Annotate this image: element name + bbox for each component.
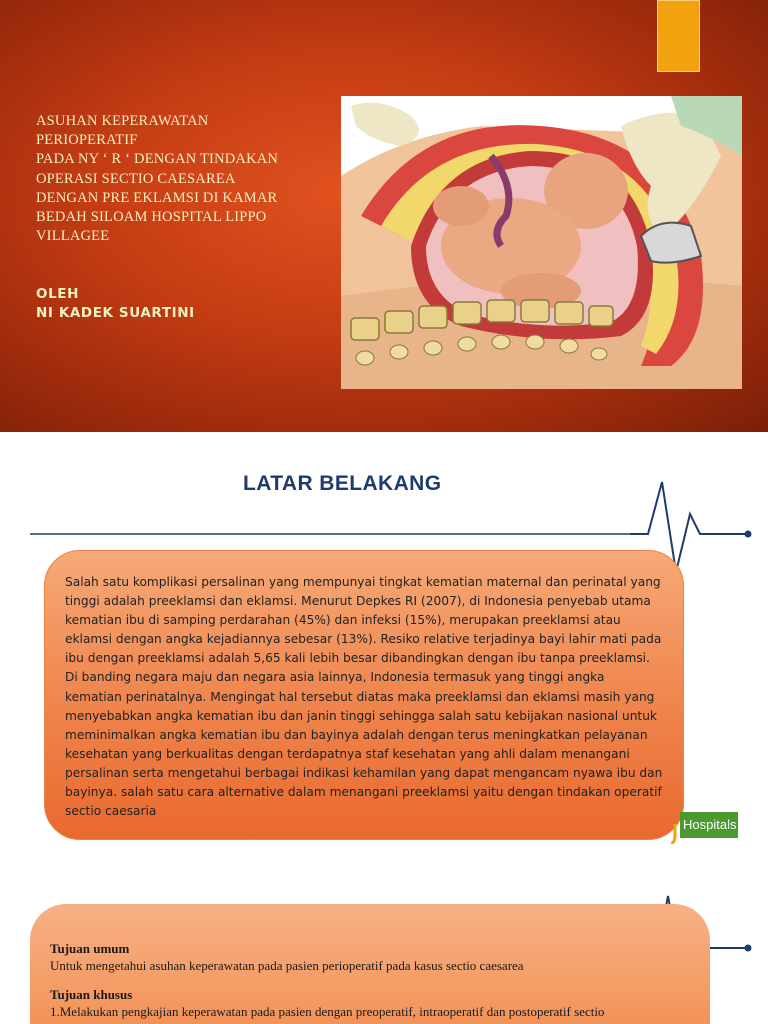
objectives-slide (0, 882, 768, 1024)
presentation-title: ASUHAN KEPERAWATAN PERIOPERATIF PADA NY ‘ R ‘ DENGAN TINDAKAN OPERASI SECTIO CAESAREA DENGAN PRE EKLAMSI DI KAMAR BEDAH SILOAM HOSPITAL LIPPO VILLAGEE (36, 113, 279, 245)
cesarean-illustration-graphic (341, 96, 742, 389)
objectives-box (30, 904, 710, 1024)
background-slide (0, 432, 768, 882)
background-paragraph: Salah satu komplikasi persalinan yang mempunyai tingkat kematian maternal dan perinatal yang tinggi adalah preeklamsi dan eklamsi. Menurut Depkes RI (2007), di Indonesia penyebab utama kematian ibu di samping perdarahan (45%) dan infeksi (15%), merupakan preeklamsi atau eklamsi dengan angka kejadiannya sebesar (13%). Resiko relative terjadinya bayi lahir mati pada ibu dengan preeklamsi adalah 5,65 kali lebih besar dibandingkan dengan ibu tanpa preeklamsi. Di banding negara maju dan negara asia lainnya, Indonesia termasuk yang tinggi angka kematian perinatalnya. Mengingat hal tersebut diatas maka preeklamsi dan eklamsi masih yang menyebabkan angka kematian ibu dan janin tinggi sehingga salah satu kebijakan nasional untuk meminimalkan angka kematian ibu dan bayinya adalah dengan terus meningkatkan pelayanan kesehatan yang berkualitas dengan terdapatnya staf kesehatan yang ahli dalam menangani persalinan serta mengetahui berbagai indikasi kehamilan yang dapat mengancam nyawa ibu dan bayinya. salah satu cara alternative dalam menangani preeklamsi yaitu dengan tindakan operatif sectio caesaria (65, 575, 663, 819)
accent-bar (657, 0, 700, 72)
hospital-logo-mark-icon (671, 824, 677, 844)
general-objective-text: Untuk mengetahui asuhan keperawatan pada pasien perioperatif pada kasus sectio caesarea (50, 958, 524, 973)
general-objective-heading: Tujuan umum (50, 941, 130, 956)
background-text-box (44, 550, 684, 840)
section-heading: LATAR BELAKANG (243, 472, 442, 495)
hospital-logo: Hospitals (680, 812, 738, 838)
title-slide (0, 0, 768, 432)
specific-objective-heading: Tujuan khusus (50, 987, 133, 1002)
author-block (36, 285, 336, 323)
author-label: OLEH (36, 286, 79, 302)
cesarean-illustration (341, 96, 742, 389)
author-name: NI KADEK SUARTINI (36, 305, 195, 321)
specific-objective-item: 1.Melakukan pengkajian keperawatan pada pasien dengan preoperatif, intraoperatif dan postoperatif sectio (50, 1004, 605, 1019)
